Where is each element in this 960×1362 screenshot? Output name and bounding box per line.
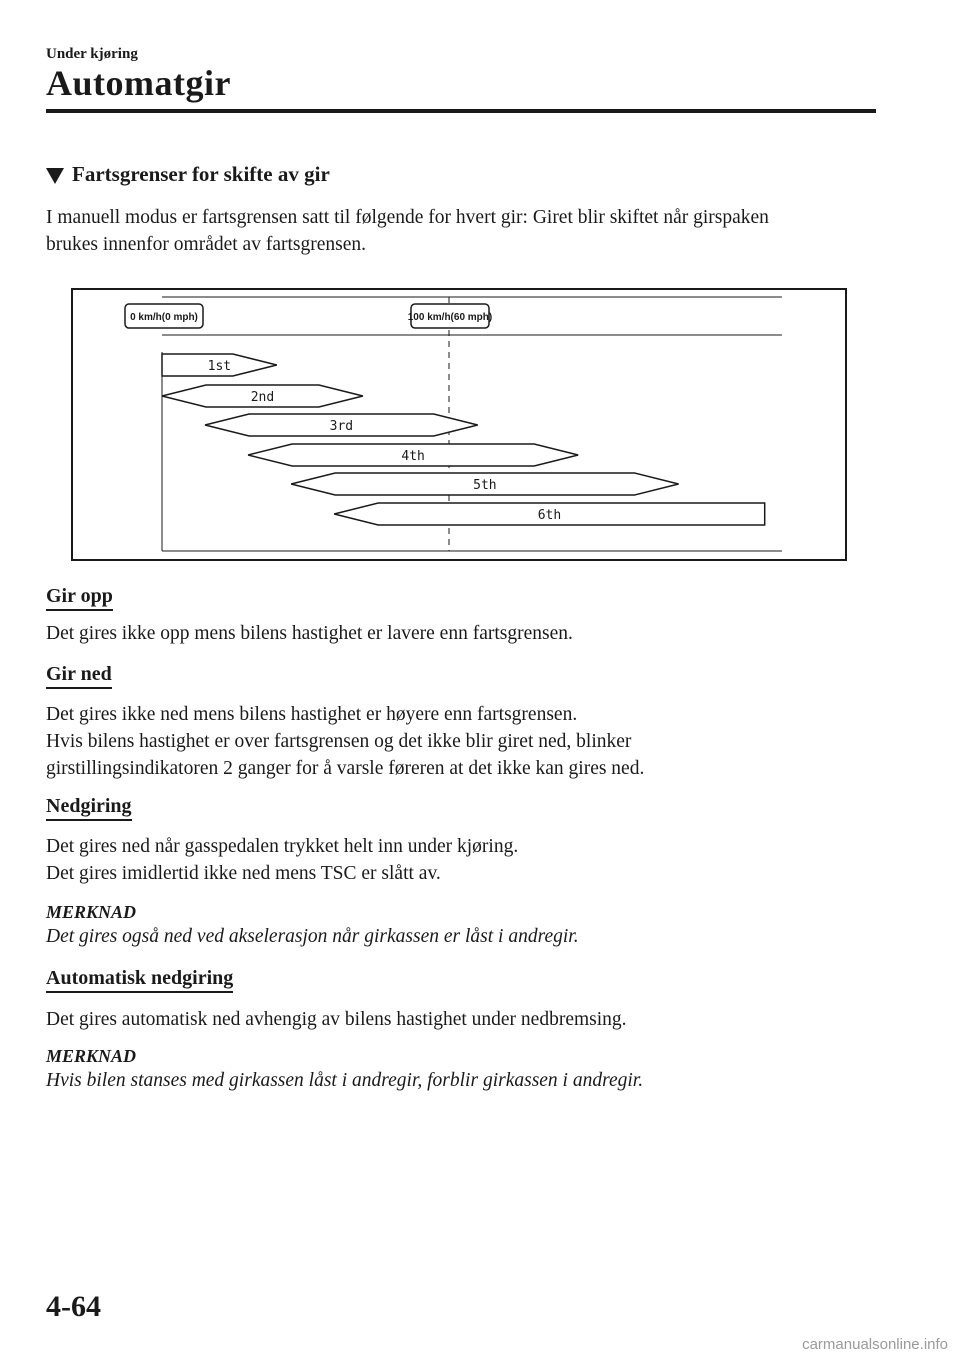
- note-label-1: MERKNAD: [46, 902, 137, 922]
- speed-label-hundred-text: 100 km/h(60 mph): [407, 312, 493, 323]
- speed-label-hundred: [408, 304, 492, 328]
- heading-nedgiring: Nedgiring: [46, 794, 132, 821]
- intro-line-2: brukes innenfor området av fartsgrensen.: [46, 234, 367, 255]
- page-number: 4-64: [46, 1290, 101, 1323]
- gir-opp-text: Det gires ikke opp mens bilens hastighet er lavere enn fartsgrensen.: [46, 623, 573, 644]
- chapter-title: Automatgir: [46, 63, 231, 103]
- heading-gir-opp: Gir opp: [46, 584, 113, 611]
- nedgiring-line-2: Det gires imidlertid ikke ned mens TSC er slått av.: [46, 863, 441, 884]
- gear-label-3rd: 3rd: [329, 419, 354, 434]
- gear-label-4th: 4th: [401, 449, 425, 464]
- section-heading: [46, 162, 330, 187]
- gear-bars: [162, 354, 765, 525]
- section-label: Under kjøring: [46, 46, 138, 62]
- speed-label-zero-text: 0 km/h(0 mph): [130, 312, 198, 323]
- gear-label-5th: 5th: [473, 478, 497, 493]
- heading-gir-ned: Gir ned: [46, 662, 112, 689]
- auto-nedgiring-text: Det gires automatisk ned avhengig av bilens hastighet under nedbremsing.: [46, 1009, 627, 1030]
- gear-speed-svg: [73, 290, 845, 559]
- heading-automatisk-nedgiring: Automatisk nedgiring: [46, 966, 233, 993]
- note-label-2: MERKNAD: [46, 1046, 137, 1066]
- gir-ned-line-3: girstillingsindikatoren 2 ganger for å varsle føreren at det ikke kan gires ned.: [46, 758, 645, 779]
- note-text-2: Hvis bilen stanses med girkassen låst i andregir, forblir girkassen i andregir.: [46, 1070, 644, 1091]
- gear-label-1st: 1st: [207, 359, 232, 374]
- intro-line-1: I manuell modus er fartsgrensen satt til følgende for hvert gir: Giret blir skiftet når girspaken: [46, 207, 769, 228]
- gir-ned-line-2: Hvis bilens hastighet er over fartsgrensen og det ikke blir giret ned, blinker: [46, 731, 632, 752]
- gear-label-2nd: 2nd: [250, 390, 275, 405]
- note-text-1: Det gires også ned ved akselerasjon når girkassen er låst i andregir.: [46, 926, 579, 947]
- gir-ned-line-1: Det gires ikke ned mens bilens hastighet er høyere enn fartsgrensen.: [46, 704, 578, 725]
- watermark: carmanualsonline.info: [802, 1336, 948, 1353]
- gear-speed-diagram: [71, 288, 847, 561]
- speed-label-zero: [125, 304, 203, 328]
- section-heading-text: Fartsgrenser for skifte av gir: [72, 162, 330, 186]
- nedgiring-line-1: Det gires ned når gasspedalen trykket helt inn under kjøring.: [46, 836, 519, 857]
- gear-label-6th: 6th: [537, 508, 562, 523]
- header-rule: [46, 109, 876, 113]
- triangle-bullet-icon: [46, 168, 64, 184]
